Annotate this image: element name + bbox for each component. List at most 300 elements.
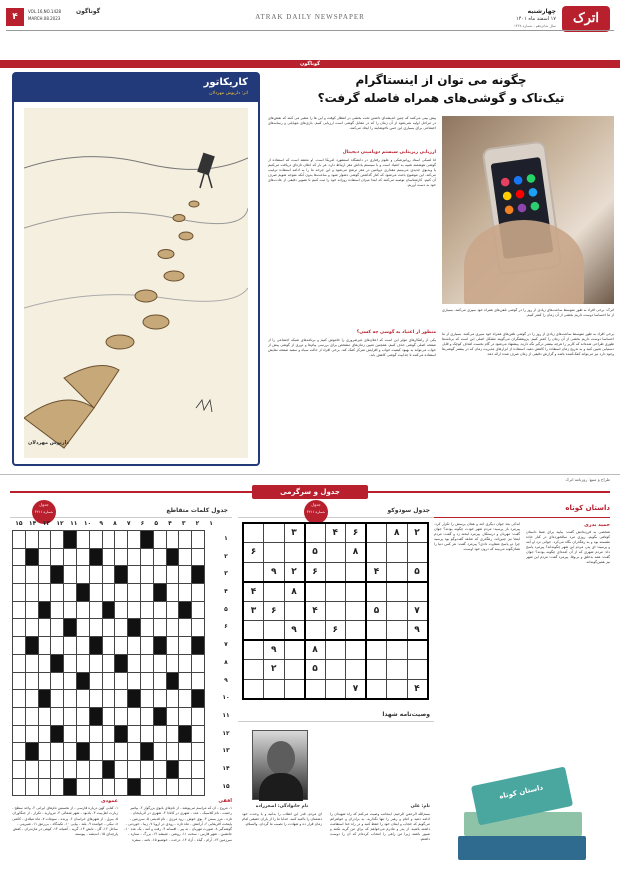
sudoku-cell[interactable]: ۶: [264, 601, 285, 621]
sudoku-cell[interactable]: [366, 660, 387, 680]
crossword-cell[interactable]: [128, 725, 141, 743]
section-bar: [0, 60, 620, 68]
crossword-cell[interactable]: [76, 725, 89, 743]
crossword-cell[interactable]: [192, 548, 205, 566]
crossword-col-number: ۱۰: [83, 520, 92, 527]
sudoku-cell[interactable]: [407, 582, 428, 602]
crossword-cell[interactable]: [38, 778, 51, 796]
crossword-cell[interactable]: [38, 619, 51, 637]
sudoku-cell[interactable]: ۸: [305, 640, 326, 660]
crossword-cell[interactable]: [13, 637, 26, 655]
crossword-cell[interactable]: [102, 637, 115, 655]
crossword-cell[interactable]: [13, 601, 26, 619]
crossword-cell[interactable]: [192, 584, 205, 602]
sudoku-cell[interactable]: ۲: [284, 562, 305, 582]
crossword-cell[interactable]: [166, 778, 179, 796]
sudoku-cell[interactable]: [264, 582, 285, 602]
sudoku-cell[interactable]: [387, 543, 408, 563]
crossword-cell[interactable]: [64, 566, 77, 584]
crossword-cell[interactable]: [192, 601, 205, 619]
sudoku-cell[interactable]: [284, 679, 305, 699]
sudoku-cell[interactable]: ۳: [284, 523, 305, 543]
crossword-cell[interactable]: [76, 760, 89, 778]
sudoku-cell[interactable]: [366, 582, 387, 602]
crossword-cell[interactable]: [140, 601, 153, 619]
crossword-cell[interactable]: [25, 690, 38, 708]
crossword-cell[interactable]: [76, 637, 89, 655]
story-body-left: اندکی بعد جوان دیگری آمد و همان پرسش را تکرار کرد. پیرمرد باز پرسید: مردم شهر خودت چگونه بودند؟ جوان گفت: مهربان و درستکار. پیرمرد لبخند زد و گفت: مردم اینجا نیز چنین‌اند. رهگذری که شاهد گفت‌وگو بود پرسید چرا دو پاسخ متفاوت دادی؟ پیرمرد گفت: هر کس دنیا را همان‌گونه می‌بیند که درون خود اوست.: [434, 522, 520, 551]
sudoku-cell[interactable]: [325, 660, 346, 680]
crossword-cell[interactable]: [153, 743, 166, 761]
crossword-cell[interactable]: [192, 725, 205, 743]
crossword-cell[interactable]: [140, 672, 153, 690]
crossword-cell[interactable]: [128, 637, 141, 655]
sudoku-cell[interactable]: [366, 621, 387, 641]
crossword-cell[interactable]: [115, 637, 128, 655]
crossword-cell[interactable]: [115, 672, 128, 690]
crossword-cell[interactable]: [51, 619, 64, 637]
crossword-row: [13, 707, 205, 725]
crossword-cell[interactable]: [102, 707, 115, 725]
crossword-cell[interactable]: [179, 619, 192, 637]
sudoku-cell[interactable]: ۷: [346, 679, 367, 699]
sudoku-cell[interactable]: [366, 523, 387, 543]
crossword-col-number: ۱۵: [15, 520, 23, 527]
crossword-cell[interactable]: [179, 637, 192, 655]
crossword-cell[interactable]: [166, 619, 179, 637]
crossword-cell[interactable]: [51, 672, 64, 690]
sudoku-cell[interactable]: [366, 640, 387, 660]
crossword-vertical-clues: ۱- کتابی کهن درباره فارسی - از نخستین نام‌های ایرانی ۲- واحد سطح - زیارت اهل‌بیت ۳- یادبود - شهر شمالی ۴- مروارید - تکرار - از جنگاوران ۵- بیرق - از شهرهای خراسان ۶- پرنده - سوغات ۷- ماه میلادی - کاشی ۸- نیکی - خواننده ۹- بلند - پیاپی ۱۰- تکیه‌گاه - بی‌رمق ۱۱- شیرینی - ساحل ۱۲- گل - تابش ۱۳- گریه - آشیانه ۱۴- کوهی در مازندران - کفش پارچه‌ای ۱۵- اندیشه - پیوسته: [12, 806, 118, 837]
crossword-cell[interactable]: [89, 584, 102, 602]
crossword-cell[interactable]: [166, 566, 179, 584]
cartoon-signature: داریوش مهردلان: [28, 440, 69, 446]
sudoku-cell[interactable]: [264, 679, 285, 699]
crossword-cell[interactable]: [51, 778, 64, 796]
sudoku-cell[interactable]: [346, 640, 367, 660]
crossword-cell[interactable]: [38, 584, 51, 602]
crossword-cell[interactable]: [13, 619, 26, 637]
crossword-cell[interactable]: [115, 743, 128, 761]
article-photo: [442, 116, 614, 304]
crossword-cell[interactable]: [64, 725, 77, 743]
crossword-cell[interactable]: [140, 566, 153, 584]
crossword-cell[interactable]: [166, 654, 179, 672]
sudoku-cell[interactable]: [366, 679, 387, 699]
crossword-cell[interactable]: [128, 584, 141, 602]
book-icon-bottom: [458, 836, 586, 860]
crossword-cell[interactable]: [76, 707, 89, 725]
crossword-cell[interactable]: [140, 725, 153, 743]
sudoku-cell[interactable]: [325, 543, 346, 563]
crossword-cell[interactable]: [76, 531, 89, 549]
crossword-row-number: ۱۲: [222, 729, 230, 737]
cartoon-drawing: [24, 108, 248, 458]
crossword-cell[interactable]: [128, 548, 141, 566]
crossword-cell[interactable]: [140, 778, 153, 796]
crossword-cell[interactable]: [25, 672, 38, 690]
crossword-cell[interactable]: [76, 619, 89, 637]
crossword-cell[interactable]: [64, 760, 77, 778]
crossword-cell[interactable]: [166, 531, 179, 549]
sudoku-cell[interactable]: [325, 562, 346, 582]
sudoku-cell[interactable]: ۵: [305, 660, 326, 680]
crossword-cell[interactable]: [102, 725, 115, 743]
crossword-cell[interactable]: [179, 548, 192, 566]
crossword-cell[interactable]: [64, 654, 77, 672]
crossword-cell[interactable]: [192, 743, 205, 761]
sudoku-cell[interactable]: [325, 679, 346, 699]
crossword-cell[interactable]: [102, 584, 115, 602]
crossword-row: [13, 584, 205, 602]
crossword-cell[interactable]: [153, 654, 166, 672]
testament-title: وصیت‌نامه شهدا: [238, 708, 434, 722]
sudoku-cell[interactable]: ۸: [284, 582, 305, 602]
sudoku-cell[interactable]: [243, 679, 264, 699]
crossword-cell[interactable]: [38, 743, 51, 761]
article-photo-caption: اترک: برخی افراد به طور متوسط ساعت‌های زیادی از روز را در گوشی تلفن‌های همراه خود سپری می‌کنند. بسیاری از ما احساسا دوست داریم بخشی از آن زمان را کمتر کنیم.: [442, 308, 614, 317]
sudoku-cell[interactable]: [387, 621, 408, 641]
crossword-cell[interactable]: [89, 601, 102, 619]
crossword-cell[interactable]: [25, 584, 38, 602]
sudoku-cell[interactable]: [346, 621, 367, 641]
crossword-cell[interactable]: [192, 707, 205, 725]
crossword-cell[interactable]: [140, 637, 153, 655]
crossword-cell[interactable]: [25, 707, 38, 725]
sudoku-cell[interactable]: [243, 562, 264, 582]
crossword-cell[interactable]: [51, 760, 64, 778]
crossword-cell[interactable]: [89, 566, 102, 584]
sudoku-cell[interactable]: [243, 640, 264, 660]
crossword-cell: [128, 778, 141, 796]
crossword-cell[interactable]: [76, 548, 89, 566]
crossword-cell[interactable]: [76, 654, 89, 672]
crossword-cell[interactable]: [128, 654, 141, 672]
crossword-cell[interactable]: [13, 760, 26, 778]
crossword-cell[interactable]: [51, 707, 64, 725]
crossword-cell[interactable]: [153, 531, 166, 549]
crossword-cell[interactable]: [179, 707, 192, 725]
sudoku-cell[interactable]: ۵: [366, 601, 387, 621]
crossword-cell[interactable]: [192, 654, 205, 672]
sudoku-cell[interactable]: [264, 523, 285, 543]
sudoku-cell[interactable]: ۴: [243, 582, 264, 602]
sudoku-cell[interactable]: [325, 601, 346, 621]
article: [268, 72, 614, 472]
crossword-cell[interactable]: [153, 778, 166, 796]
masthead-logo: اترک: [562, 6, 610, 32]
crossword-cell[interactable]: [128, 601, 141, 619]
crossword-cell[interactable]: [179, 654, 192, 672]
crossword-cell[interactable]: [166, 584, 179, 602]
crossword-cell[interactable]: [89, 531, 102, 549]
crossword-cell[interactable]: [89, 725, 102, 743]
crossword-cell[interactable]: [128, 672, 141, 690]
crossword-cell[interactable]: [102, 654, 115, 672]
crossword-cell[interactable]: [192, 672, 205, 690]
crossword-cell[interactable]: [140, 690, 153, 708]
crossword-cell[interactable]: [38, 725, 51, 743]
crossword-cell[interactable]: [115, 584, 128, 602]
sudoku-cell[interactable]: ۷: [407, 601, 428, 621]
crossword-cell[interactable]: [115, 619, 128, 637]
crossword-cell[interactable]: [102, 566, 115, 584]
crossword-cell[interactable]: [153, 672, 166, 690]
crossword-row-number: ۷: [224, 641, 228, 649]
crossword-cell[interactable]: [140, 619, 153, 637]
crossword-cell[interactable]: [25, 619, 38, 637]
crossword-cell[interactable]: [128, 707, 141, 725]
crossword-cell[interactable]: [115, 531, 128, 549]
crossword-cell[interactable]: [115, 548, 128, 566]
crossword-cell[interactable]: [128, 743, 141, 761]
crossword-cell[interactable]: [38, 531, 51, 549]
crossword-cell[interactable]: [179, 743, 192, 761]
crossword-cell[interactable]: [115, 778, 128, 796]
sudoku-cell[interactable]: ۴: [325, 523, 346, 543]
crossword-cell[interactable]: [13, 690, 26, 708]
crossword-cell[interactable]: [140, 584, 153, 602]
sudoku-cell[interactable]: ۸: [387, 523, 408, 543]
sudoku-cell[interactable]: [387, 640, 408, 660]
crossword-cell[interactable]: [51, 548, 64, 566]
sudoku-cell[interactable]: [325, 640, 346, 660]
crossword-cell[interactable]: [153, 548, 166, 566]
sudoku-cell[interactable]: [284, 601, 305, 621]
crossword-cell[interactable]: [25, 531, 38, 549]
sudoku-cell[interactable]: [305, 679, 326, 699]
sudoku-cell[interactable]: [407, 640, 428, 660]
sudoku-cell[interactable]: ۲: [407, 523, 428, 543]
crossword-cell: [89, 548, 102, 566]
crossword-cell[interactable]: [13, 778, 26, 796]
crossword-cell[interactable]: [25, 601, 38, 619]
sudoku-cell[interactable]: ۶: [346, 523, 367, 543]
crossword-cell[interactable]: [140, 707, 153, 725]
crossword-cell[interactable]: [153, 725, 166, 743]
sudoku-cell[interactable]: [387, 679, 408, 699]
crossword-cell: [89, 637, 102, 655]
crossword-cell[interactable]: [64, 548, 77, 566]
crossword-cell[interactable]: [51, 690, 64, 708]
sudoku-cell[interactable]: [243, 621, 264, 641]
sudoku-cell[interactable]: ۶: [305, 562, 326, 582]
crossword-cell[interactable]: [102, 548, 115, 566]
crossword-cell[interactable]: [38, 654, 51, 672]
crossword-cell[interactable]: [89, 619, 102, 637]
crossword-cell: [102, 760, 115, 778]
crossword-cell[interactable]: [38, 672, 51, 690]
crossword-cell[interactable]: [51, 601, 64, 619]
crossword-cell: [76, 743, 89, 761]
sudoku-cell[interactable]: [243, 660, 264, 680]
crossword-cell[interactable]: [25, 654, 38, 672]
sudoku-cell[interactable]: [305, 621, 326, 641]
sudoku-cell[interactable]: ۹: [407, 621, 428, 641]
crossword-cell[interactable]: [38, 760, 51, 778]
sudoku-cell[interactable]: [243, 523, 264, 543]
crossword-cell[interactable]: [13, 584, 26, 602]
crossword-cell[interactable]: [13, 672, 26, 690]
crossword-cell[interactable]: [76, 690, 89, 708]
crossword-cell[interactable]: [166, 707, 179, 725]
crossword-cell[interactable]: [153, 690, 166, 708]
crossword-cell[interactable]: [192, 531, 205, 549]
sudoku-cell[interactable]: ۸: [346, 543, 367, 563]
sudoku-cell[interactable]: ۹: [284, 621, 305, 641]
crossword-cell[interactable]: [115, 601, 128, 619]
masthead-page: ۴: [6, 8, 24, 26]
sudoku-cell[interactable]: ۴: [407, 679, 428, 699]
sudoku-cell[interactable]: ۵: [305, 543, 326, 563]
sudoku-cell[interactable]: [366, 543, 387, 563]
crossword-cell[interactable]: [179, 690, 192, 708]
crossword-cell[interactable]: [38, 548, 51, 566]
crossword-cell[interactable]: [102, 778, 115, 796]
crossword-row: [13, 690, 205, 708]
sudoku-cell[interactable]: ۳: [243, 601, 264, 621]
crossword-cell[interactable]: [128, 760, 141, 778]
crossword-cell[interactable]: [64, 601, 77, 619]
crossword-cell[interactable]: [51, 531, 64, 549]
crossword-cell[interactable]: [64, 707, 77, 725]
crossword-cell[interactable]: [64, 743, 77, 761]
crossword-cell[interactable]: [102, 531, 115, 549]
sudoku-cell[interactable]: [387, 660, 408, 680]
sudoku-cell[interactable]: ۴: [305, 601, 326, 621]
crossword-cell[interactable]: [153, 566, 166, 584]
crossword-cell[interactable]: [64, 584, 77, 602]
sudoku-cell[interactable]: ۹: [264, 640, 285, 660]
crossword-cell[interactable]: [115, 690, 128, 708]
crossword-cell[interactable]: [25, 760, 38, 778]
crossword-cell[interactable]: [102, 672, 115, 690]
crossword-row-number: ۵: [224, 605, 228, 613]
crossword-cell[interactable]: [102, 690, 115, 708]
crossword-cell[interactable]: [38, 637, 51, 655]
story-author: حمید بدری: [584, 522, 610, 528]
crossword-cell[interactable]: [38, 707, 51, 725]
crossword-cell[interactable]: [13, 654, 26, 672]
sudoku-cell[interactable]: ۶: [325, 621, 346, 641]
sudoku-cell[interactable]: ۹: [264, 562, 285, 582]
sudoku-cell[interactable]: [387, 562, 408, 582]
crossword-cell[interactable]: [76, 566, 89, 584]
sudoku-cell[interactable]: [387, 601, 408, 621]
crossword-cell[interactable]: [115, 760, 128, 778]
crossword-cell: [25, 548, 38, 566]
crossword-cell[interactable]: [179, 672, 192, 690]
crossword-cell[interactable]: [89, 760, 102, 778]
sudoku-cell[interactable]: [346, 601, 367, 621]
crossword-cell[interactable]: [153, 601, 166, 619]
sudoku-cell[interactable]: [346, 660, 367, 680]
crossword-cell[interactable]: [13, 531, 26, 549]
crossword-cell[interactable]: [179, 584, 192, 602]
crossword-cell[interactable]: [102, 619, 115, 637]
sudoku-cell[interactable]: [407, 660, 428, 680]
crossword-cell[interactable]: [13, 548, 26, 566]
crossword-cell[interactable]: [76, 778, 89, 796]
sudoku-cell[interactable]: [407, 543, 428, 563]
crossword-cell[interactable]: [179, 566, 192, 584]
crossword-cell[interactable]: [128, 566, 141, 584]
crossword-cell[interactable]: [166, 743, 179, 761]
crossword-cell[interactable]: [64, 637, 77, 655]
crossword-cell[interactable]: [89, 743, 102, 761]
sudoku-cell[interactable]: [305, 523, 326, 543]
sudoku-cell[interactable]: [387, 582, 408, 602]
crossword-cell[interactable]: [140, 654, 153, 672]
testament-panel: [238, 708, 434, 878]
crossword-cell[interactable]: [13, 725, 26, 743]
sudoku-cell[interactable]: [346, 562, 367, 582]
sudoku-cell[interactable]: ۶: [243, 543, 264, 563]
sudoku-cell[interactable]: [346, 582, 367, 602]
crossword-cell[interactable]: [13, 566, 26, 584]
crossword-cell[interactable]: [64, 672, 77, 690]
crossword-cell[interactable]: [89, 690, 102, 708]
crossword-cell[interactable]: [192, 760, 205, 778]
crossword-cell[interactable]: [38, 566, 51, 584]
crossword-cell[interactable]: [179, 760, 192, 778]
crossword-cell[interactable]: [166, 637, 179, 655]
avatar: [267, 741, 295, 775]
crossword-cell[interactable]: [166, 690, 179, 708]
crossword-cell[interactable]: [153, 619, 166, 637]
crossword-cell[interactable]: [192, 778, 205, 796]
crossword-cell[interactable]: [179, 531, 192, 549]
sudoku-cell[interactable]: [305, 582, 326, 602]
crossword-cell[interactable]: [89, 672, 102, 690]
sudoku-cell[interactable]: [264, 543, 285, 563]
crossword-cell[interactable]: [25, 566, 38, 584]
crossword-row: [13, 760, 205, 778]
crossword-cell[interactable]: [153, 760, 166, 778]
sudoku-cell[interactable]: [264, 621, 285, 641]
crossword-cell[interactable]: [192, 619, 205, 637]
sudoku-cell[interactable]: ۵: [407, 562, 428, 582]
sudoku-cell[interactable]: [284, 640, 305, 660]
crossword-cell[interactable]: [140, 548, 153, 566]
crossword-cell[interactable]: [89, 654, 102, 672]
crossword-row: [13, 725, 205, 743]
crossword-row-number: ۱۵: [222, 782, 230, 790]
crossword-cell[interactable]: [166, 601, 179, 619]
crossword-cell[interactable]: [128, 531, 141, 549]
crossword-cell[interactable]: [13, 743, 26, 761]
crossword-cell[interactable]: [25, 778, 38, 796]
crossword-cell[interactable]: [115, 707, 128, 725]
crossword-cell[interactable]: [51, 584, 64, 602]
crossword-cell[interactable]: [89, 778, 102, 796]
crossword-cell[interactable]: [140, 760, 153, 778]
crossword-cell[interactable]: [166, 725, 179, 743]
crossword-cell[interactable]: [76, 601, 89, 619]
sudoku-cell[interactable]: [325, 582, 346, 602]
sudoku-cell[interactable]: [284, 543, 305, 563]
crossword-cell[interactable]: [179, 778, 192, 796]
sudoku-cell[interactable]: ۲: [264, 660, 285, 680]
sudoku-cell[interactable]: [284, 660, 305, 680]
crossword-cell[interactable]: [51, 743, 64, 761]
crossword-cell[interactable]: [13, 707, 26, 725]
crossword-cell[interactable]: [64, 690, 77, 708]
crossword-cell[interactable]: [25, 725, 38, 743]
sudoku-cell[interactable]: ۴: [366, 562, 387, 582]
crossword-cell[interactable]: [51, 637, 64, 655]
crossword-cell[interactable]: [102, 743, 115, 761]
